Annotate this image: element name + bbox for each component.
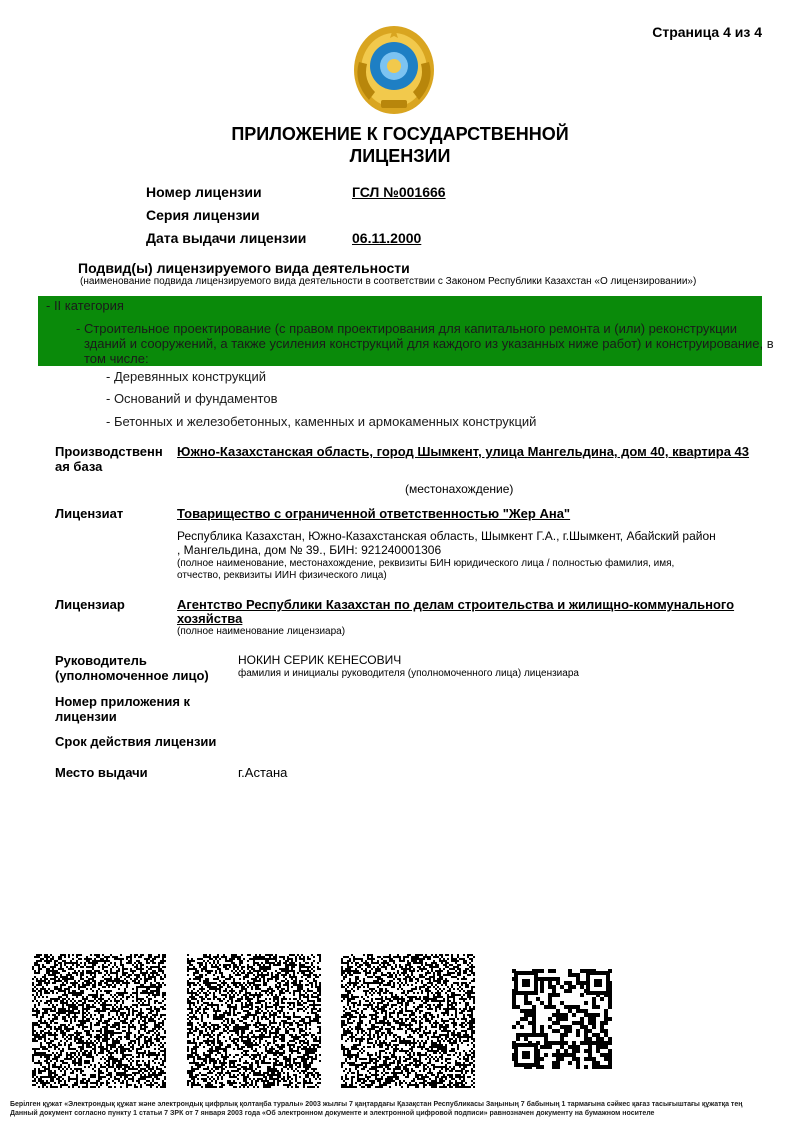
licensor-label: Лицензиар — [55, 597, 125, 612]
head-name: НОКИН СЕРИК КЕНЕСОВИЧ — [238, 653, 402, 667]
licensee-address-line-1: Республика Казахстан, Южно-Казахстанская область, Шымкент Г.А., г.Шымкент, Абайский район — [177, 529, 716, 543]
licensee-label: Лицензиат — [55, 506, 124, 521]
digital-signature-code-3 — [341, 954, 475, 1088]
licensee-address-line-2: , Мангельдина, дом № 39., БИН: 921240001306 — [177, 543, 442, 557]
digital-signature-code-1 — [32, 954, 166, 1088]
activity-sub-3: - Бетонных и железобетонных, каменных и армокаменных конструкций — [106, 414, 537, 429]
activity-main-line-1: - Строительное проектирование (с правом проектирования для капитального ремонта и (или) реконструкции — [76, 321, 738, 336]
qr-code — [512, 969, 612, 1069]
appendix-number-label-1: Номер приложения к — [55, 694, 191, 709]
issue-date-value: 06.11.2000 — [352, 230, 422, 246]
license-number-value: ГСЛ №001666 — [352, 184, 446, 200]
production-base-label-1: Производственн — [55, 444, 163, 459]
validity-label: Срок действия лицензии — [55, 734, 217, 749]
license-series-label: Серия лицензии — [146, 207, 260, 223]
issue-date-label: Дата выдачи лицензии — [146, 230, 307, 246]
production-base-note: (местонахождение) — [405, 482, 514, 496]
footer-line-1: Берілген құжат «Электрондық құжат және электрондық цифрлық қолтаңба туралы» 2003 жылғы 7 қаңтардағы Қазақстан Республикасы Заңының 7 бабының 1 тармағына сәйкес қағаз тасығыштағы құжатқа тең — [10, 1101, 743, 1108]
subtype-note: (наименование подвида лицензируемого вида деятельности в соответствии с Законом Республики Казахстан «О лицензировании») — [80, 276, 697, 287]
page-number: Страница 4 из 4 — [652, 24, 762, 40]
digital-signature-code-2 — [187, 954, 321, 1088]
licensee-note-line-1: (полное наименование, местонахождение, реквизиты БИН юридического лица / полностью фамилия, имя, — [177, 558, 675, 569]
license-number-label: Номер лицензии — [146, 184, 262, 200]
licensor-note: (полное наименование лицензиара) — [177, 626, 346, 637]
licensor-name-line-2: хозяйства — [177, 611, 243, 626]
head-label-2: (уполномоченное лицо) — [55, 668, 209, 683]
subtype-heading: Подвид(ы) лицензируемого вида деятельности — [78, 260, 410, 276]
title-line-1: ПРИЛОЖЕНИЕ К ГОСУДАРСТВЕННОЙ — [231, 124, 569, 144]
licensee-name: Товарищество с ограниченной ответственностью "Жер Ана" — [177, 506, 571, 521]
licensor-name-line-1: Агентство Республики Казахстан по делам строительства и жилищно-коммунального — [177, 597, 735, 612]
title-line-2: ЛИЦЕНЗИИ — [349, 146, 451, 166]
activity-category: - II категория — [46, 298, 124, 313]
production-base-label-2: ая база — [55, 459, 103, 474]
activity-sub-1: - Деревянных конструкций — [106, 369, 266, 384]
activity-main-line-2: зданий и сооружений, а также усиления конструкций для каждого из указанных ниже работ) и конструирование, в — [84, 336, 774, 351]
footer-line-2: Данный документ согласно пункту 1 статьи 7 ЗРК от 7 января 2003 года «Об электронном документе и электронной цифровой подписи» равнозначен документу на бумажном носителе — [10, 1110, 655, 1117]
licensee-note-line-2: отчество, реквизиты ИИН физического лица) — [177, 570, 387, 581]
place-label: Место выдачи — [55, 765, 148, 780]
head-label-1: Руководитель — [55, 653, 147, 668]
head-note: фамилия и инициалы руководителя (уполномоченного лица) лицензиара — [238, 668, 579, 679]
activity-sub-2: - Оснований и фундаментов — [106, 391, 278, 406]
activity-main-line-3: том числе: — [84, 351, 149, 366]
document-title — [0, 123, 800, 167]
appendix-number-label-2: лицензии — [55, 709, 117, 724]
state-emblem-icon — [351, 22, 437, 118]
place-value: г.Астана — [238, 765, 288, 780]
production-base-address: Южно-Казахстанская область, город Шымкент, улица Мангельдина, дом 40, квартира 43 — [177, 444, 750, 459]
footer-legal-note — [10, 1100, 770, 1118]
